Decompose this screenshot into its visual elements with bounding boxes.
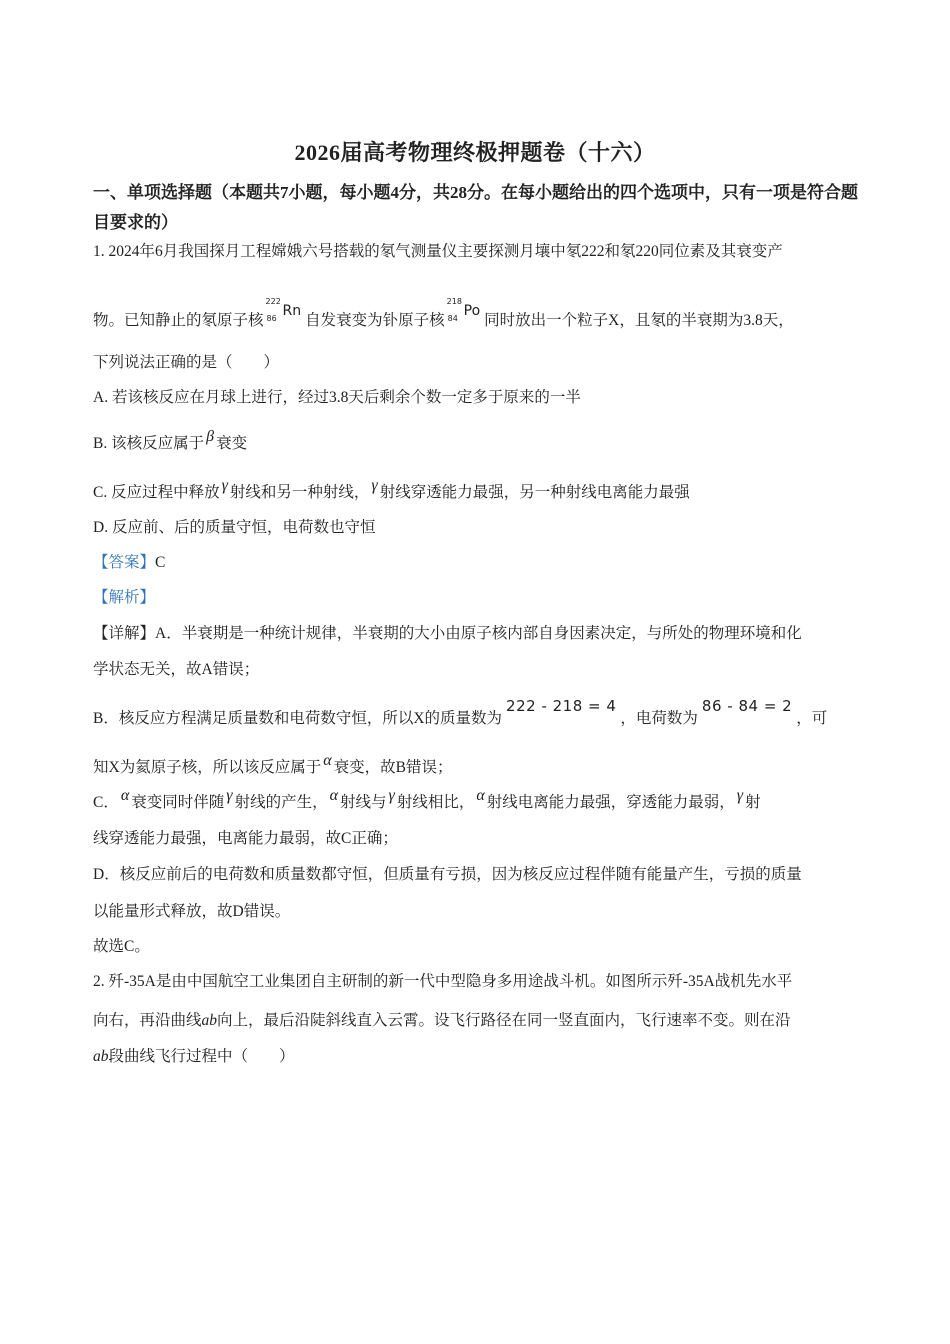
gamma-symbol: γ — [371, 477, 378, 494]
page-title: 2026届高考物理终极押题卷（十六） — [294, 140, 656, 165]
q1-stem-text-c: 同时放出一个粒子X，且氡的半衰期为3.8天， — [484, 312, 794, 329]
q1-stem-line2 — [93, 297, 794, 331]
polonium-mass-number: 218 — [446, 297, 462, 306]
q1-detail-b-text-b: ，电荷数为 — [620, 710, 698, 727]
q1-detail-c-text-e: 射线相比， — [396, 794, 475, 811]
analysis-tag: 【解析】 — [93, 589, 156, 606]
q1-stem-line3: 下列说法正确的是（ ） — [93, 354, 280, 371]
radon-symbol: Rn — [282, 303, 302, 319]
q1-stem-text-b: 自发衰变为钋原子核 — [305, 312, 445, 329]
charge-number-equation: 86 - 84 = 2 — [701, 697, 793, 715]
q1-option-d: D. 反应前、后的质量守恒，电荷数也守恒 — [93, 519, 376, 536]
q2-stem-text-b: 向上，最后沿陡斜线直入云霄。设飞行路径在同一竖直面内，飞行速率不变。则在沿 — [217, 1012, 791, 1029]
radon-charge-number: 86 — [266, 314, 277, 323]
q1-detail-c-text-g: 射 — [745, 794, 761, 811]
q2-stem-line1: 2. 歼-35A是由中国航空工业集团自主研制的新一代中型隐身多用途战斗机。如图所示歼-35A战机先水平 — [93, 973, 793, 990]
q1-detail-d-line2: 以能量形式释放，故D错误。 — [93, 903, 291, 920]
curve-ab-label: ab — [201, 1012, 218, 1029]
q1-detail-c-text-f: 射线电离能力最强，穿透能力最弱， — [486, 794, 735, 811]
polonium-symbol: Po — [463, 303, 481, 319]
q1-option-b-text: B. 该核反应属于 — [93, 435, 205, 452]
radon-nuclide — [265, 297, 302, 323]
polonium-charge-number: 84 — [447, 314, 458, 323]
q1-option-b-suffix: 衰变 — [216, 435, 248, 452]
q1-detail-c-line2: 线穿透能力最强，电离能力最弱，故C正确； — [93, 830, 398, 847]
beta-symbol: β — [206, 428, 215, 445]
q1-detail-line2: 学状态无关，故A错误； — [93, 661, 260, 678]
alpha-symbol: α — [476, 787, 485, 804]
alpha-symbol: α — [323, 752, 332, 769]
mass-number-equation: 222 - 218 = 4 — [506, 697, 617, 715]
answer-value: C — [155, 554, 166, 571]
radon-mass-number: 222 — [265, 297, 281, 306]
polonium-nuclide — [446, 297, 481, 323]
q2-stem-line3 — [93, 1047, 295, 1067]
q1-detail-b-text-c: ，可 — [796, 710, 828, 727]
q1-conclusion: 故选C。 — [93, 938, 150, 955]
answer-tag: 【答案】 — [93, 554, 156, 571]
q1-detail-b-line2 — [93, 752, 453, 778]
q1-detail-b2-text-b: 衰变，故B错误； — [333, 759, 453, 776]
q1-option-a: A. 若该核反应在月球上进行，经过3.8天后剩余个数一定多于原来的一半 — [93, 389, 581, 406]
q1-detail-b2-text-a: 知X为氦原子核，所以该反应属于 — [93, 759, 322, 776]
q1-option-c-text-a: C. 反应过程中释放 — [93, 484, 220, 501]
q1-detail-d-line1: D．核反应前后的电荷数和质量数都守恒，但质量有亏损，因为核反应过程伴随有能量产生，亏损的质量 — [93, 866, 802, 883]
q2-stem-text-c: 段曲线飞行过程中（ ） — [108, 1048, 295, 1065]
q1-answer — [93, 553, 165, 573]
q1-option-c-text-b: 射线和另一种射线， — [229, 484, 370, 501]
q2-stem-line2 — [93, 1011, 791, 1031]
q1-detail-c-text-b: 衰变同时伴随 — [131, 794, 225, 811]
gamma-symbol: γ — [226, 787, 233, 804]
q1-detail-c-line1 — [93, 787, 761, 813]
q1-option-c — [93, 477, 690, 503]
gamma-symbol: γ — [221, 477, 228, 494]
q2-stem-text-a: 向右，再沿曲线 — [93, 1012, 202, 1029]
q1-detail-c-text-d: 射线与 — [340, 794, 387, 811]
q1-option-c-text-c: 射线穿透能力最强，另一种射线电离能力最强 — [379, 484, 690, 501]
alpha-symbol: α — [329, 787, 338, 804]
q1-detail-line1: 【详解】A．半衰期是一种统计规律，半衰期的大小由原子核内部自身因素决定，与所处的物理环境和化 — [93, 625, 802, 642]
gamma-symbol: γ — [736, 787, 744, 804]
curve-ab-label: ab — [93, 1048, 109, 1065]
section-heading: 一、单项选择题（本题共7小题，每小题4分，共28分。在每小题给出的四个选项中，只有一项是符合题目要求的） — [93, 183, 858, 232]
q1-detail-c-text-c: 射线的产生， — [234, 794, 328, 811]
q1-detail-c-prefix: C． — [93, 794, 119, 811]
alpha-symbol: α — [120, 787, 130, 804]
q1-stem-line1: 1. 2024年6月我国探月工程嫦娥六号搭载的氡气测量仪主要探测月壤中氡222和氡220同位素及其衰变产 — [93, 243, 783, 260]
gamma-symbol: γ — [388, 787, 395, 804]
q1-detail-b-line1 — [93, 697, 828, 729]
q1-stem-text-a: 物。已知静止的氡原子核 — [93, 312, 264, 329]
q1-detail-b-text-a: B．核反应方程满足质量数和电荷数守恒，所以X的质量数为 — [93, 710, 503, 727]
q1-option-b — [93, 428, 248, 454]
